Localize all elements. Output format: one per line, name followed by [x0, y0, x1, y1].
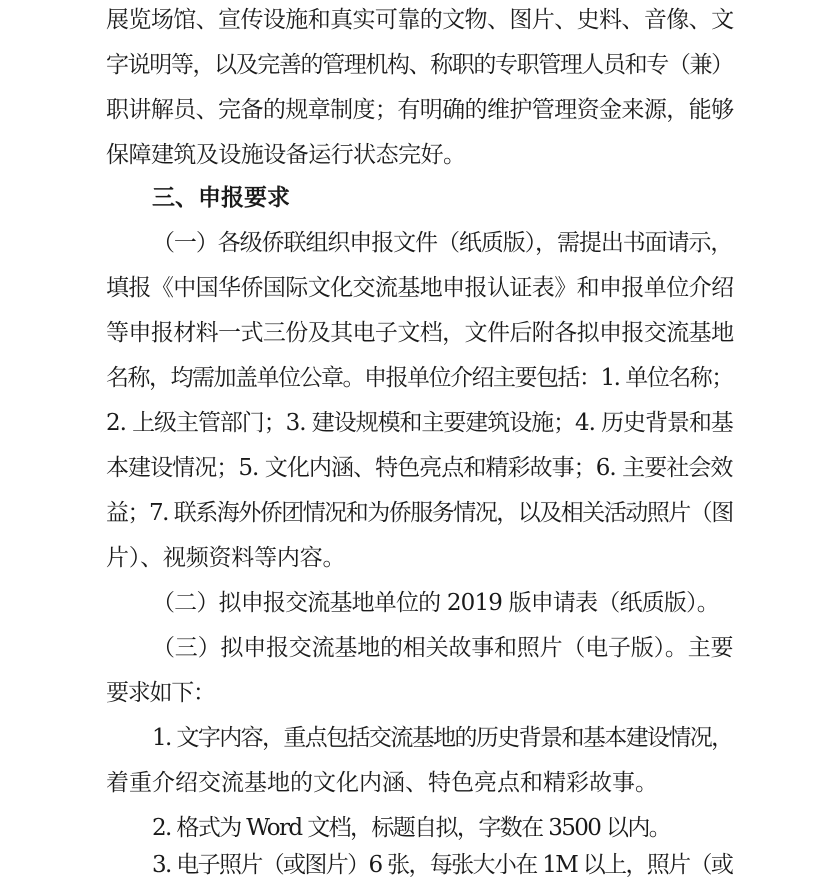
paragraph-line: 2. 格式为 Word 文档，标题自拟，字数在 3500 以内。: [152, 815, 671, 841]
paragraph-line: （二）拟申报交流基地单位的 2019 版申请表（纸质版）。: [152, 590, 719, 616]
paragraph-line: （一）各级侨联组织申报文件（纸质版），需提出书面请示，: [152, 230, 733, 256]
paragraph-line: 1. 文字内容，重点包括交流基地的历史背景和基本建设情况，: [152, 725, 733, 751]
paragraph-line: 展览场馆、宣传设施和真实可靠的文物、图片、史料、音像、文: [106, 7, 734, 33]
paragraph-line: 2. 上级主管部门；3. 建设规模和主要建筑设施；4. 历史背景和基: [106, 410, 733, 436]
paragraph-line: 字说明等，以及完善的管理机构、称职的专职管理人员和专（兼）: [106, 52, 733, 78]
paragraph-line: 保障建筑及设施设备运行状态完好。: [106, 142, 466, 168]
paragraph-line: （三）拟申报交流基地的相关故事和照片（电子版）。主要: [152, 635, 734, 661]
paragraph-line: 填报《中国华侨国际文化交流基地申报认证表》和申报单位介绍: [106, 275, 734, 301]
paragraph-line: 3. 电子照片（或图片）6 张，每张大小在 1M 以上，照片（或: [152, 852, 733, 878]
paragraph-line: 职讲解员、完备的规章制度；有明确的维护管理资金来源，能够: [106, 97, 734, 123]
paragraph-line: 名称，均需加盖单位公章。申报单位介绍主要包括：1. 单位名称；: [106, 365, 733, 391]
paragraph-line: 本建设情况；5. 文化内涵、特色亮点和精彩故事；6. 主要社会效: [106, 455, 733, 481]
paragraph-line: 着重介绍交流基地的文化内涵、特色亮点和精彩故事。: [106, 770, 658, 796]
paragraph-line: 等申报材料一式三份及其电子文档，文件后附各拟申报交流基地: [106, 320, 734, 346]
paragraph-line: 益；7. 联系海外侨团情况和为侨服务情况，以及相关活动照片（图: [106, 500, 733, 526]
section-heading: 三、申报要求: [152, 185, 290, 211]
paragraph-line: 片）、视频资料等内容。: [106, 545, 346, 571]
paragraph-line: 要求如下：: [106, 680, 215, 706]
